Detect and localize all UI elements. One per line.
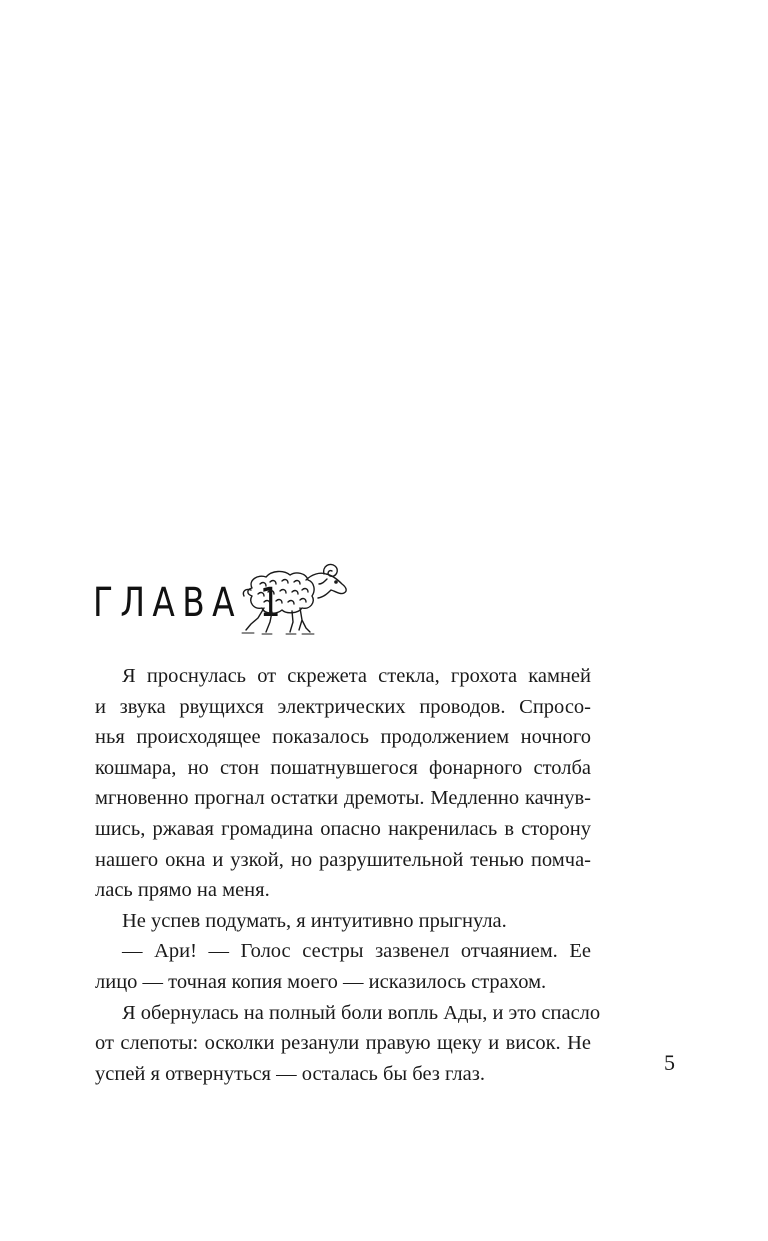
text-line: лицо — точная копия моего — исказилось страхом. bbox=[95, 970, 547, 993]
page-number: 5 bbox=[664, 1050, 675, 1075]
text-line: Я обернулась на полный боли вопль Ады, и это спасло bbox=[122, 1001, 601, 1024]
text-line: лась прямо на меня. bbox=[95, 879, 270, 902]
text-line: мгновенно прогнал остатки дремоты. Медленно качнув- bbox=[95, 787, 591, 810]
text-line: от слепоты: осколки резанули правую щеку и висок. Не bbox=[95, 1032, 591, 1055]
ram-icon bbox=[236, 560, 354, 636]
text-line: — Ари! — Голос сестры зазвенел отчаянием. Ее bbox=[122, 940, 591, 963]
text-line: шись, ржавая громадина опасно накренилась в сторону bbox=[95, 817, 591, 840]
text-line: нашего окна и узкой, но разрушительной тенью помча- bbox=[95, 848, 591, 871]
text-line: Не успев подумать, я интуитивно прыгнула. bbox=[122, 909, 507, 932]
text-line: Я проснулась от скрежета стекла, грохота камней bbox=[122, 665, 591, 687]
text-line: успей я отвернуться — осталась бы без глаз. bbox=[95, 1062, 485, 1085]
chapter-body-text bbox=[95, 661, 601, 1089]
chapter-title: ГЛАВА 1 bbox=[93, 580, 289, 626]
text-line: и звука рвущихся электрических проводов. Спросо- bbox=[95, 695, 591, 718]
text-line: кошмара, но стон пошатнувшегося фонарного столба bbox=[95, 756, 591, 779]
text-line: нья происходящее показалось продолжением ночного bbox=[95, 726, 591, 749]
